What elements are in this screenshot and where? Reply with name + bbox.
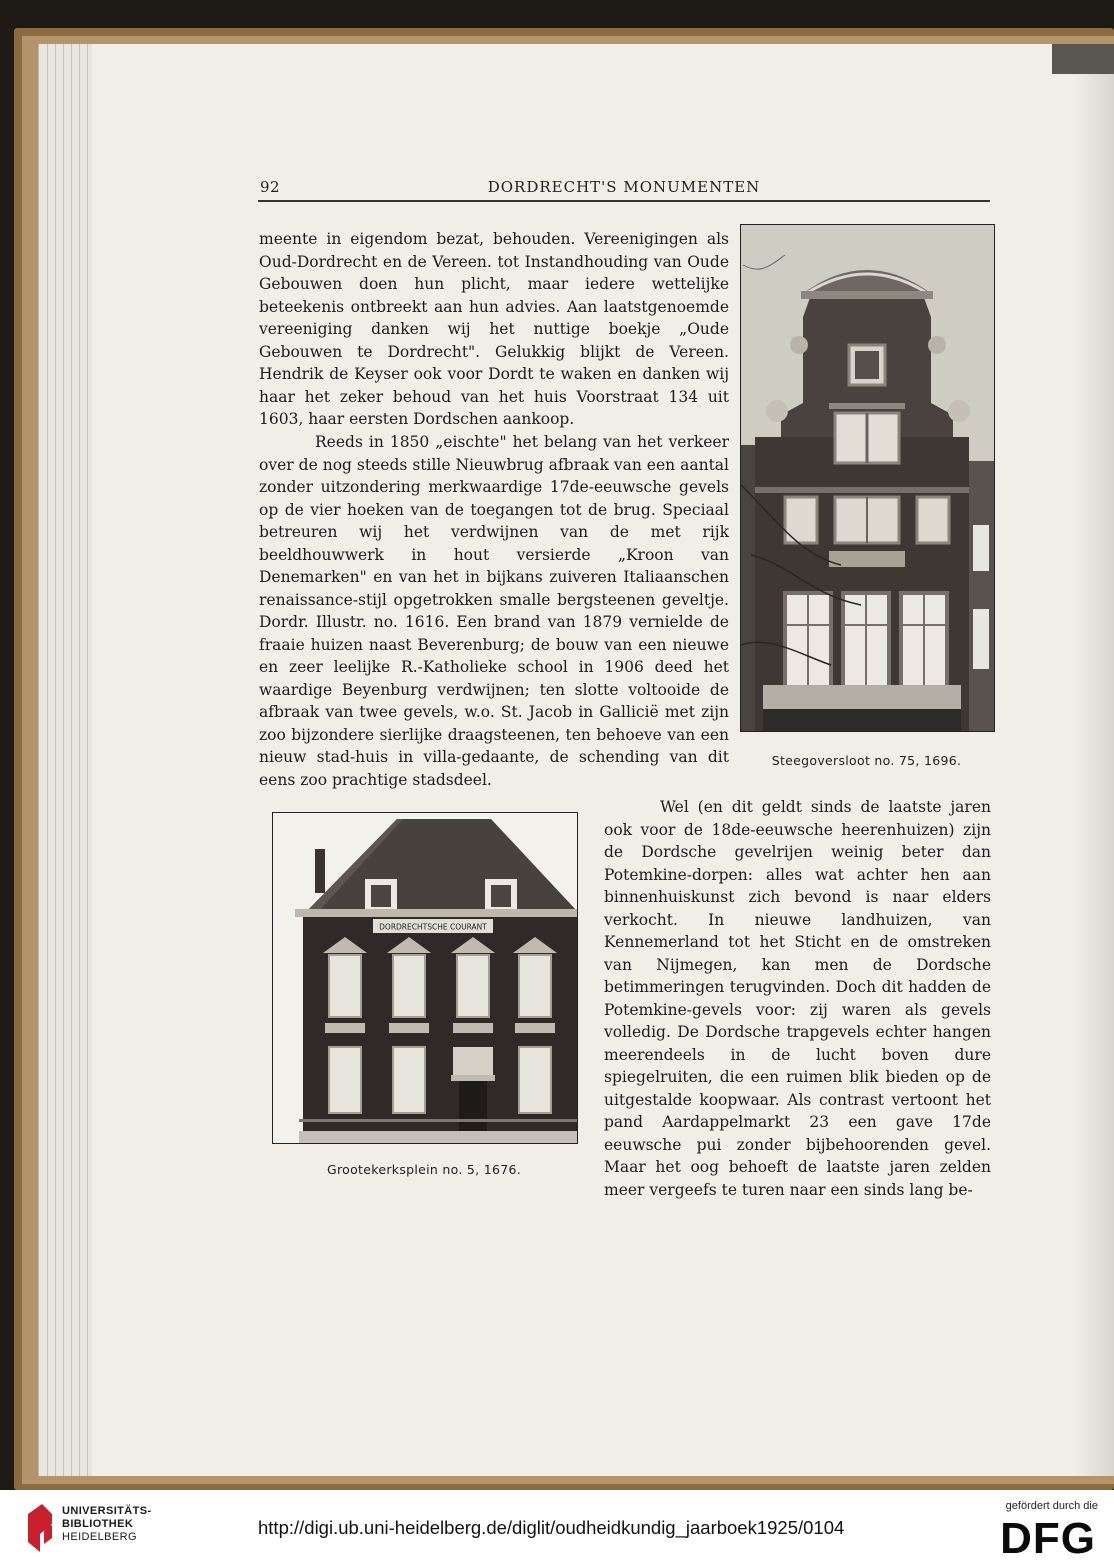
footer-bar <box>0 1490 1114 1568</box>
funding-label: gefördert durch die <box>1005 1500 1098 1512</box>
paragraph-2: Reeds in 1850 „eischte" het belang van het verkeer over de nog steeds stille Nieuwbrug afbraak van een aantal zonder uitzondering merkwaardige 17de-eeuwsche gevels op de vier hoeken van de toegangen tot de brug. Speciaal betreuren wij het verdwijnen van de met rijk beeldhouwwerk in hout versierde „Kroon van Denemarken" en van het in bijkans zuiveren Italiaanschen renaissance-stijl opgetrokken smalle bergsteenen geveltje. Dordr. Illustr. no. 1616. Een brand van 1879 vernielde de fraaie huizen naast Beverenburg; de bouw van een nieuwe en zeer leelijke R.-Katholieke school in 1906 deed het waardige Beyenburg verdwijnen; ten slotte voltooide de afbraak van twee gevels, w.o. St. Jacob in Gallicië met zijn zoo bijzondere sierlijke draagsteenen, ten behoeve van een nieuw stad-huis in villa-gedaante, de schending van dit eens zoo prachtige stadsdeel. <box>259 433 729 789</box>
photo-grootekerksplein <box>272 812 578 1144</box>
facade-illustration-1 <box>741 225 994 731</box>
corner-tab <box>1052 44 1114 74</box>
paragraph-1: meente in eigendom bezat, behouden. Vereenigingen als Oud-Dordrecht en de Vereen. tot Instandhouding van Oude Gebouwen doen hun plicht, maar iedere wettelijke beteekenis ontbreekt aan hun advies. Aan laatstgenoemde vereeniging danken wij het nuttige boekje „Oude Gebouwen te Dordrecht". Gelukkig blijkt de Vereen. Hendrik de Keyser ook voor Dordt te waken en danken wij haar het zeker behoud van het huis Voorstraat 134 uit 1603, haar eersten Dordschen aankoop. <box>259 230 729 428</box>
dfg-logo: DFG <box>1000 1514 1096 1563</box>
courant-sign: DORDRECHTSCHE COURANT <box>379 922 487 932</box>
running-header <box>258 176 990 202</box>
gutter-shadow <box>1074 44 1114 1476</box>
paragraph-3: Wel (en dit geldt sinds de laatste jaren ook voor de 18de-eeuwsche heerenhuizen) zijn de Dordsche gevelrijen weinig beter dan Potemkine-dorpen: alles wat achter hen aan binnenhuiskunst zich bevond is naar elders verkocht. In nieuwe landhuizen, van Kennemerland tot het Sticht en de omstreken van Nijmegen, kan men de Dordsche betimmeringen terugvinden. Doch dit hadden de Potemkine-gevels voor: zij waren als gevels volledig. De Dordsche trapgevels echter hangen meerendeels in de lucht boven dure spiegelruiten, die een ruimen blik bieden op de uitgestalde koopwaar. Als contrast vertoont het pand Aardappelmarkt 23 een gave 17de eeuwsche pui zonder bijbehoorenden gevel. Maar het oog behoeft de laatste jaren zelden meer vergeefs te turen naar een sinds lang be- <box>604 798 991 1199</box>
caption-fig2: Grootekerksplein no. 5, 1676. <box>327 1162 521 1177</box>
library-line-2: BIBLIOTHEK <box>62 1518 134 1530</box>
library-line-1: UNIVERSITÄTS- <box>62 1505 152 1517</box>
photo-steegoversloot <box>740 224 995 732</box>
facade-illustration-2 <box>273 813 577 1143</box>
caption-fig1: Steegoversloot no. 75, 1696. <box>771 753 962 768</box>
library-name <box>62 1505 152 1544</box>
page-number: 92 <box>260 178 281 196</box>
running-title: DORDRECHT'S MONUMENTEN <box>487 178 761 196</box>
university-library-logo-icon <box>22 1504 58 1552</box>
permalink-url[interactable]: http://digi.ub.uni-heidelberg.de/diglit/oudheidkundig_jaarboek1925/0104 <box>258 1517 845 1538</box>
library-line-3: HEIDELBERG <box>62 1531 137 1543</box>
